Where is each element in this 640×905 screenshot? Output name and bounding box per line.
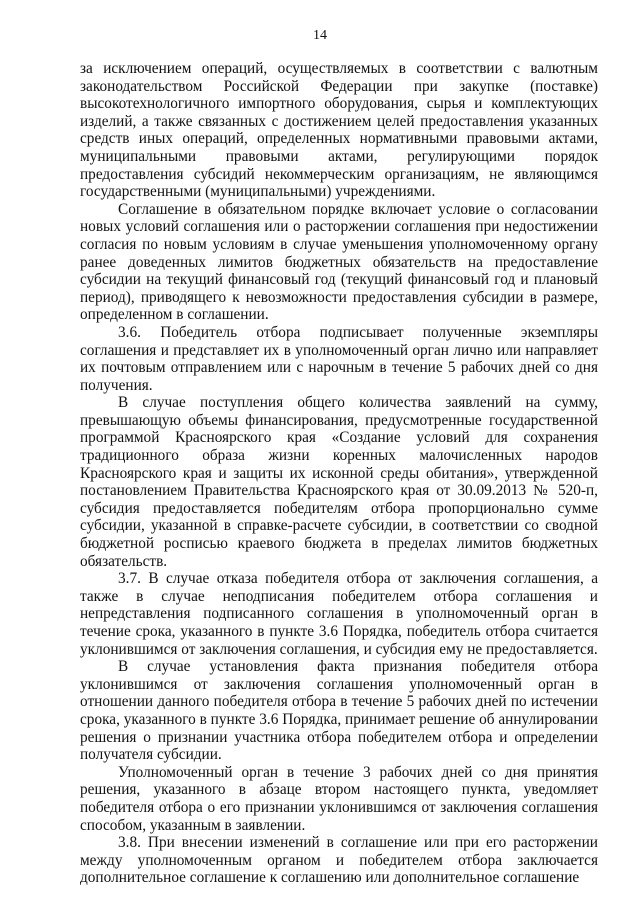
paragraph: 3.8. При внесении изменений в соглашение или при его расторжении между уполномоченным органом и победителем отбора заключается дополнительное соглашение к соглашению или дополнительное соглашение [80, 834, 598, 887]
paragraph: В случае установления факта признания победителя отбора уклонившимся от заключения соглашения уполномоченный орган в отношении данного победителя отбора в течение 5 рабочих дней по истечении срока, указанного в пункте 3.6 Порядка, принимает решение об аннулировании решения о признании участника отбора победителем отбора и определении получателя субсидии. [80, 658, 598, 764]
paragraph: 3.7. В случае отказа победителя отбора от заключения соглашения, а также в случае неподписания победителем отбора соглашения и непредставления подписанного соглашения в уполномоченный орган в течение срока, указанного в пункте 3.6 Порядка, победитель отбора считается уклонившимся от заключения соглашения, и субсидия ему не предоставляется. [80, 570, 598, 658]
document-body [80, 60, 598, 887]
paragraph: за исключением операций, осуществляемых в соответствии с валютным законодательством Российской Федерации при закупке (поставке) высокотехнологичного импортного оборудования, сырья и комплектующих изделий, а также связанных с достижением целей предоставления указанных средств иных операций, определенных нормативными правовыми актами, муниципальными правовыми актами, регулирующими порядок предоставления субсидий некоммерческим организациям, не являющимся государственными (муниципальными) учреждениями. [80, 60, 598, 201]
paragraph: В случае поступления общего количества заявлений на сумму, превышающую объемы финансирования, предусмотренные государственной программой Красноярского края «Создание условий для сохранения традиционного образа жизни коренных малочисленных народов Красноярского края и защиты их исконной среды обитания», утвержденной постановлением Правительства Красноярского края от 30.09.2013 № 520-п, субсидия предоставляется победителям отбора пропорционально сумме субсидии, указанной в справке-расчете субсидии, в соответствии со сводной бюджетной росписью краевого бюджета в пределах лимитов бюджетных обязательств. [80, 394, 598, 570]
paragraph: Соглашение в обязательном порядке включает условие о согласовании новых условий соглашения или о расторжении соглашения при недостижении согласия по новым условиям в случае уменьшения уполномоченному органу ранее доведенных лимитов бюджетных обязательств на предоставление субсидии на текущий финансовый год (текущий финансовый год и плановый период), приводящего к невозможности предоставления субсидии в размере, определенном в соглашении. [80, 200, 598, 324]
paragraph: Уполномоченный орган в течение 3 рабочих дней со дня принятия решения, указанного в абзаце втором настоящего пункта, уведомляет победителя отбора о его признании уклонившимся от заключения соглашения способом, указанным в заявлении. [80, 763, 598, 834]
page-number: 14 [313, 28, 327, 43]
paragraph: 3.6. Победитель отбора подписывает полученные экземпляры соглашения и представляет их в уполномоченный орган лично или направляет их почтовым отправлением или с нарочным в течение 5 рабочих дней со дня получения. [80, 323, 598, 394]
